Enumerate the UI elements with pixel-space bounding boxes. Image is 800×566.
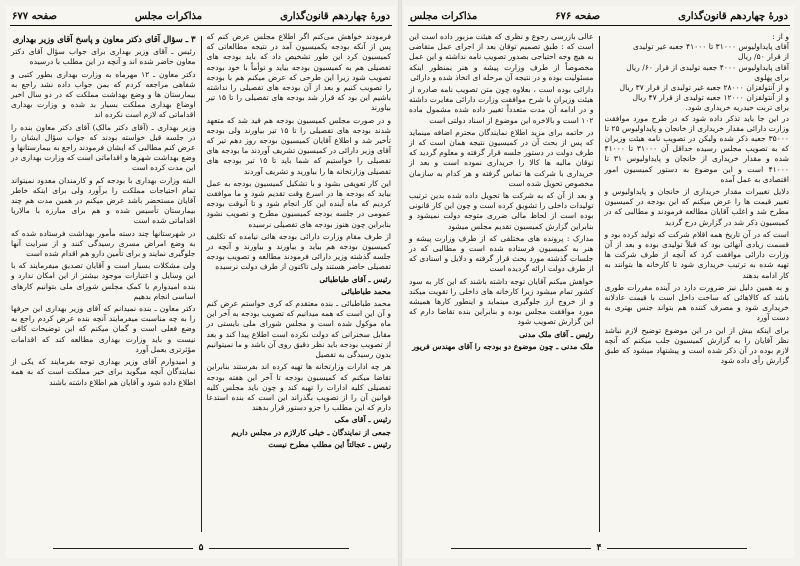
speaker-name: محمد طباطبائی <box>341 286 391 296</box>
footer-rule <box>451 548 591 549</box>
page-677 <box>6 6 396 558</box>
periodical-title: دورهٔ چهاردهم قانون‌گذاری <box>280 10 390 22</box>
paragraph: این کار تعویقی بشود و با تشکیل کمیسیون بودجه به عمل بیاید که بودجه ها در اسرع وقت تقدیم شود و ما موافقت کردیم که ماه آینده این کار انجام شود و تا آنوقت بودجه عمومی در جلسه بودجه کمیسیون مطرح و تصویب نشود بنابراین چون هنوز بودجه های تفصیلی نرسیده <box>206 178 391 229</box>
speaker-line: رئیس ـ آقای طباطبائی <box>319 274 391 284</box>
paragraph: البته وزارت بهداری با بودجه کم و کارمندان معدود نمیتواند تمام احتیاجات مملکت را برآورد ولی برای اینکه خاطر آقایان مستحضر باشد عرض میکنم در همین مدت هم چند بیمارستان تأسیس شده و هم برای مبارزه با مالاریا اقداماتی شده است <box>11 175 196 226</box>
columns <box>6 32 396 536</box>
paragraph: وزیر بهداری ـ (آقای دکتر مالک) آقای دکتر معاون بنده را در جلسه قبل خواسته بودند که جواب سؤال ایشان را عرض کنم مطالبی که ایشان فرمودند راجع به بیمارستانها و وضع بهداشت شهرها و اقداماتی است که وزارت بهداری در این مدت کرده است <box>11 122 196 173</box>
page-header <box>404 6 794 26</box>
column-left <box>404 32 599 536</box>
page-label: صفحه ۶۷۶ <box>555 10 601 22</box>
list-item: و از آنتولفزان ۱۲۰۰۰ جعبه تولیدی از قرار ۴۷ ریال <box>632 93 789 103</box>
paragraph: در این جا باید تذکر داده شود که در طرح مورد موافقت وزارت دارائی مقدار خریداری از خانجان و پایداولیوس ۲۵ تا ۳۵۰۰۰ جعبه ذکر شده ولیکن در تصویب نامه هیئت وزیران که به تصویب مجلس رسیده حداقل آن ۳۱۰۰۰ تا ۴۱۰۰۰ شده و مقدار خریداری از خانجان و پایداولیوس ۳۱ تا ۴۱۰۰۰ است و این موضوع به دستور کمیسیون امور اقتصادی به عمل آمده <box>604 113 790 184</box>
page-header <box>6 6 396 26</box>
closing-line: رئیس ـ عجالتاً این مطلب مطرح نیست <box>268 439 391 449</box>
list-item: آقای پایداولیوس ۳۱۰۰۰ تا ۴۱۰۰۰ جعبه غیر تولیدی <box>632 42 789 52</box>
column-right <box>600 32 795 536</box>
section-title: مذاکرات مجلس <box>134 10 203 22</box>
paragraph: هر چه ادارات وزارتخانه ها تهیه کرده اند بفرستند بنابراین تقاضا میکنم که کمیسیون بودجه تا آخر این هفته بودجه تفصیلی کلیه ادارات را تهیه کند و چون باید مجلس کلیه قوانین آن را از تصویب بگذراند این است که بنده استدعا دارم که این مطلب را جزو دستور قرار بدهند <box>206 362 391 413</box>
speaker-line: رئیس ـ آقای مکی <box>334 415 391 425</box>
list-item: از قرار ۵۰/ ریال <box>738 52 789 62</box>
column-left <box>6 32 201 536</box>
footer-rule <box>209 548 349 549</box>
paragraph: خواهش میکنم آقایان توجه داشته باشند که این کار به سود کشور تمام میشود زیرا کارخانه های داخلی را تقویت میکند و از خروج ارز جلوگیری مینماید و اینطور کارها همیشه مورد موافقت مجلس بوده و بنابراین بنده تقاضا دارم که این گزارش تصویب شود <box>409 276 594 327</box>
footer-rule <box>53 548 193 549</box>
closing-line: جمعی از نمایندگان ـ خیلی کارلازم در مجلس داریم <box>231 427 391 437</box>
list-item: برای پهلوی <box>754 72 789 82</box>
column-divider <box>599 36 600 532</box>
list-item: و از : <box>772 32 789 41</box>
list-item: آقای پایداولیوس ۴۰۰۰ جعبه تولیدی از قرار ۶۰/ ریال <box>626 62 789 72</box>
paragraph: در شهرستانها چند دسته مأمور بهداشت فرستاده شده که به وضع امراض مسری رسیدگی کنند و از سرایت آنها جلوگیری نمایند و برای تأمین دارو هم اقدام شده است <box>11 228 196 259</box>
paragraph: دلایل تغییرات مقدار خریداری از خانجان و پایداولیوس و تغییر قیمت ها را عرض میکنم که این بودجه در کمیسیون مطرح شد و اغلب آقایان مطالعه فرمودند و مطالبی که در کمیسیون ذکر شد در گزارش درج گردید <box>604 187 789 227</box>
page-label: صفحه ۶۷۷ <box>12 10 57 22</box>
header-rule <box>10 25 392 26</box>
paragraph: برای اینکه بیش از این در این موضوع توضیح لازم نباشد نظر آقایان را به گزارش کمیسیون جلب میکنم که آنچه لازم بوده در آن ذکر شده است و پیشنهاد میشود که طبق گزارش رأی داده شود <box>604 325 789 366</box>
columns <box>404 32 794 536</box>
section-title: مذاکرات مجلس <box>410 10 478 22</box>
paragraph: است که در آن تاریخ همه اقلام شرکت که تولید کرده بود و قسمت زیادی آنهائی بود که قبلاً تولیدی بوده و بعد از آن وزارت دارائی موافقت کرد که آنچه از طرف شرکت ها تهیه شده به ترتیب خریداری شود تا کارخانه ها بتوانند به کار ادامه بدهند <box>604 229 789 280</box>
periodical-title: دورهٔ چهاردهم قانون‌گذاری <box>678 10 788 22</box>
page-676 <box>404 6 794 558</box>
list-item: برای تربت حیدریه خریداری شود. <box>685 103 789 113</box>
paragraph: و بعد از آن که به شرکت ها تحویل داده شده بدین ترتیب تولیدات داخلی را تشویق کرده است و چون این کار قانونی بوده است از لحاظ مالی ضرری متوجه دولت نمیشود و بنابراین گزارش کمیسیون تقدیم مجلس میشود <box>409 191 594 231</box>
paragraph: عالی بازرسی رجوع و نظری که هیئت مزبور داده است این است که : طبق تصمیم توقان بعد از اجرای عمل متقاضی به هیچ وجه احتیاجی بصدور تصویب نامه نداشته و این عمل مخصوصاً از طرف وزارت پیشه و هنر بمنظور اینکه مسئولیت بوده و در نتیجه آن مرحله ای اتخاذ شده و دارائی <box>409 32 594 82</box>
paragraph: و به همین دلیل نیز ضرورت دارد در آینده مقررات طوری باشد که کالاهائی که ساخت داخل است با قیمت عادلانه خریداری شود و مصرف کننده هم بتواند جنس بهتری به دست آورد <box>604 282 789 323</box>
page-footer <box>404 540 794 556</box>
paragraph: مدارک : پرونده های مختلفی که از طرف وزارت پیشه و هنر به کمیسیون فرستاده شده است و مطالبی که در جلسات گذشته مورد بحث قرار گرفته و دلایل و اسنادی که از طرف دولت ارائه گردیده است <box>409 233 594 274</box>
footer-page-number: ۴ <box>596 543 602 553</box>
paragraph: رئیس ـ آقای وزیر بهداری برای جواب سؤال آقای دکتر معاون حاضر شده اند و آنچه در این مطلب با درسیده <box>11 47 196 67</box>
header-rule <box>408 25 790 26</box>
footer-page-number: ۵ <box>198 543 204 553</box>
speaker-line: رئیس ـ آقای ملک مدنی <box>519 329 594 339</box>
list-item: و از آنتولفزان ۲۸۰۰۰ جعبه غیر تولیدی از قرار ۳۷ ریال <box>619 83 789 93</box>
column-right <box>202 32 397 536</box>
paragraph: دارائی بوده است ، بعلاوه چون متن تصویب نامه صادره از هیئت وزیران با شرح موافقت وزارت دارائی مغایرت داشته و در ادامه آن مدت متعدداً تغییر داده شده مشمول ماده ۱۰۲ است و بالاخره این موضوع از اسناد دولتی است <box>409 85 594 125</box>
paragraph: محمد طباطبائی ـ بنده معتقدم که کری خواستم عرض کنم و آن این است که همه میدانیم که تصویب بودجه به آخر این ماه موکول شده است و مجلس شورای ملی بایستی در مقابل سخنرانی که دولت نکرده است اطلاع پیدا کند و بعد از تصویب بودجه باید نظر دقیق روی آن باشد و ما نمیتوانیم بدون رسیدگی به تفصیل <box>206 299 391 360</box>
section-heading: ۳ ـ سؤال آقای دکتر معاون و پاسخ آقای وزیر بهداری <box>12 34 196 44</box>
paragraph: و امیدوارم آقای وزیر بهداری توجه بفرمایند که یکی از نمایندگان آنچه میگوید برای خیر مملکت است که به همه اطلاع داده شود و آقایان هم اطلاع داشته باشند <box>11 357 196 387</box>
page-footer <box>6 540 396 556</box>
paragraph: از طرف مقام وزارت دارائی بودجه هائی نیامده که تکلیف کمیسیون بودجه هم بیاید و بیاورند و بیاورند و آنچه در جلسه گذشته وزیر دارائی فرمودند مطالعه و تصویب بودجه تفصیلی حاضر هستند ولی تاکنون از طرف دولت نرسیده <box>206 231 391 272</box>
paragraph: و در صورت مجلس کمیسیون بودجه هم قید شد که متعهد شدند بودجه های تفصیلی را تا ۱۵ تیر بیاورند ولی بودجه تأخیر شد و اطلاع آقایان کمیسیون بودجه روز دهم تیر که آقای وزیر دارائی در کمیسیون تشریف آوردند ما بودجه های تفصیلی را خواستیم که شما باید تا ۱۵ تیر بودجه های تفصیلی وزارتخانه ها را بیاورید و تشریف آوردند <box>206 115 391 176</box>
speaker-line: ملک مدنی ـ چون موضوع دو بودجه را آقای مهندس فریور <box>412 341 594 351</box>
paragraph: دکتر معاون ـ ۱۲ مهرماه به وزارت بهداری بطور کتبی و شفاهی مراجعه کردم که بمن جواب داده نشد راجع به بیمارستان ها و وضع بهداشت مملکت که در دو سال اخیر اوضاع بهداری مملکت بسیار بد شده و وزارت بهداری اقداماتی که لازم است نکرده اند <box>11 69 196 120</box>
paragraph: ولی مشکلات بسیار است و آقایان تصدیق میفرمایند که با این وسایل و اعتبارات موجود بیشتر از این امکان ندارد و بنده امیدوارم با کمک مجلس شورای ملی بتوانیم کارهای اساسی انجام بدهیم <box>11 261 196 301</box>
footer-rule <box>607 548 747 549</box>
column-divider <box>201 36 202 532</box>
paragraph: دکتر معاون ـ بنده نمیدانم که آقای وزیر بهداری این حرفها را به چه مناسبت میفرمایند آنچه بنده عرض کردم راجع به وضع فعلی است و گمان میکنم که این توضیحات کافی نیست و باید وزارت بهداری مطالعه کند که اقدامات مؤثرتری بعمل آورد <box>11 304 196 354</box>
paragraph: در خاتمه برای مزید اطلاع نمایندگان محترم اضافه مینماید که پس از بحث آن در کمیسیون نتیجه همان است که از طرف دولت در دستور جلسه قرار گرفته و معلوم گردید که توقان مالیه ها کالا را خریداری نموده است و بعد از خریداری با شرکت ها تماس گرفته و هر کدام به سازمان مخصوص تحویل شده است <box>409 127 594 188</box>
book-gutter <box>398 0 402 566</box>
paragraph: فرمودند خواهش می‌کنم اگر اطلاع مجلس عرض کنم که پس از آنکه بودجه یکمیسیون آمد در نتیجه مطالعاتی که کمیسیون کرد این طور تشخیص داد که باید بودجه های تفصیلی هم به کمیسیون بودجه بیاید و توأماً با خود بودجه تصویب شود زیرا این طرحی که عرض میکنم هم با بودجه را تصویب کنیم و بعد از آن بودجه های تفصیلی را نداشته باشیم این بود که قرار شد بودجه های تفصیلی را تا ۱۵ تیر بیاورند <box>206 32 391 113</box>
